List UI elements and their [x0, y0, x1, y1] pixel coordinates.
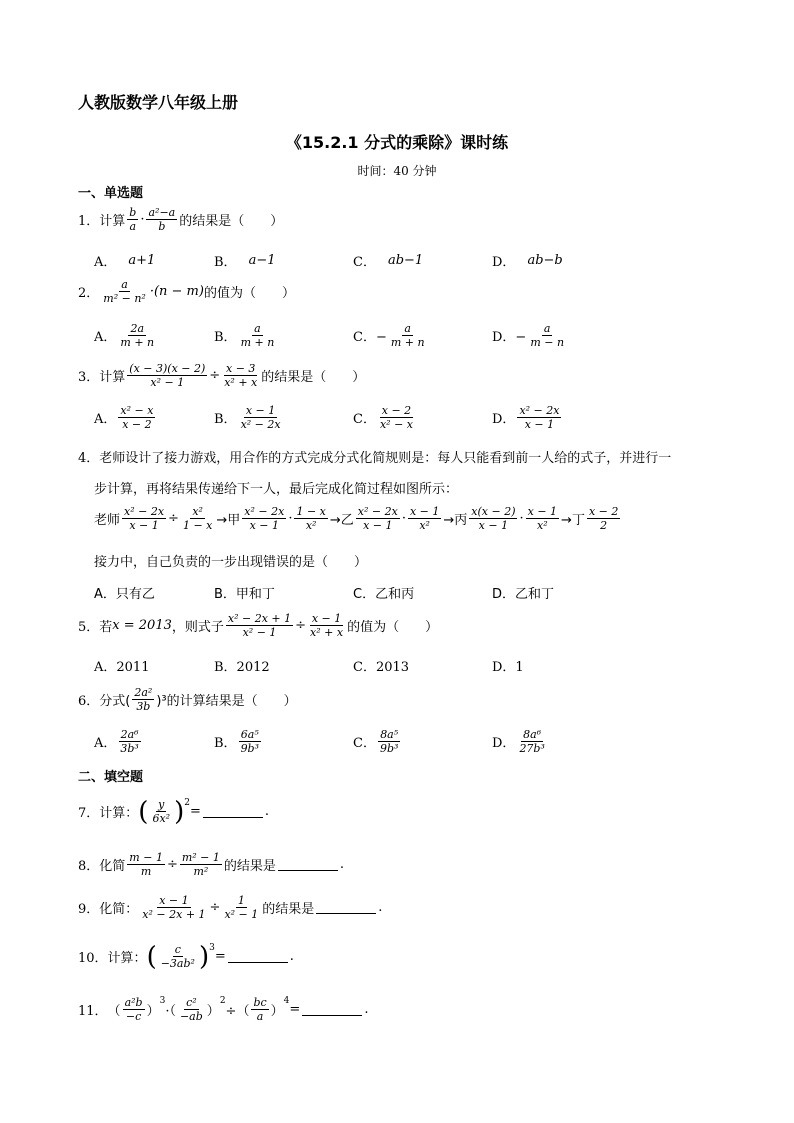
- q4-option-b[interactable]: B．甲和丁: [214, 587, 275, 602]
- question-9: 9． 化简： $\frac{x - 1}{\text{x² − 2x + 1}}$ ÷ $\frac{1}{\text{x² − 1}}$ 的结果是 .: [78, 894, 383, 921]
- question-11: 11． （ $\frac{\text{a²b}}{-c}$ ） 3 ·（ $\frac{\text{c²}}{-ab}$ ） 2 ÷（ $\frac{bc}{a}$ ） 4 = .: [78, 995, 369, 1023]
- question-6: 6． 分式( $\frac{\text{2a²}}{3b}$ )³的计算结果是（ ）: [78, 686, 297, 713]
- q2-option-d[interactable]: D．− $\frac{a}{m - n}$: [492, 322, 565, 349]
- q5-option-a[interactable]: A．2011: [94, 660, 150, 675]
- q1-option-a[interactable]: A． a+1: [94, 253, 156, 270]
- q5-option-d[interactable]: D．1: [492, 660, 524, 675]
- q2-option-b[interactable]: B． $\frac{a}{m + n}$: [214, 322, 275, 349]
- q4-option-a[interactable]: A．只有乙: [94, 587, 155, 602]
- question-4-relay-chain: 老师 $\frac{\text{x² − 2x}}{x - 1}$ ÷ $\frac{\text{x²}}{1 - x}$ →甲 $\frac{\text{x² − 2x}}{x - 1}$ · $\frac{1 - x}{\text{x²}}$ →乙 $\frac{\text{x² − 2x}}{x - 1}$ · $\frac{x - 1}{\text{x²}}$ →丙 $\frac{x(x - 2)}{x - 1}$ · $\frac{x - 1}{\text{x²}}$ →丁 $\frac{x - 2}{2}$: [94, 505, 619, 532]
- q2-option-a[interactable]: A． $\frac{2a}{m + n}$: [94, 322, 155, 349]
- q2-option-c[interactable]: C．− $\frac{a}{m + n}$: [353, 322, 425, 349]
- question-1: 1． 计算 $\frac{b}{a}$ · $\frac{\text{a²−a}}{b}$ 的结果是（ ）: [78, 206, 284, 233]
- q1-option-d[interactable]: D． ab−b: [492, 253, 563, 270]
- q8-answer-blank[interactable]: [278, 858, 338, 871]
- q5-option-b[interactable]: B．2012: [214, 660, 270, 675]
- question-8: 8． 化简 $\frac{m - 1}{m}$ ÷ $\frac{\text{m² − 1}}{\text{m²}}$ 的结果是 .: [78, 851, 345, 878]
- q4-option-c[interactable]: C．乙和丙: [353, 587, 415, 602]
- q6-option-c[interactable]: C． $\frac{\text{8a⁵}}{\text{9b³}}$: [353, 728, 399, 755]
- q3-option-c[interactable]: C． $\frac{x - 2}{\text{x² − x}}$: [353, 404, 413, 431]
- q7-answer-blank[interactable]: [203, 805, 263, 818]
- q6-option-b[interactable]: B． $\frac{\text{6a⁵}}{\text{9b³}}$: [214, 728, 260, 755]
- question-4-line-2: 步计算，再将结果传递给下一人，最后完成化简过程如图所示：: [94, 482, 459, 497]
- q3-option-b[interactable]: B． $\frac{x - 1}{\text{x² − 2x}}$: [214, 404, 281, 431]
- q5-option-c[interactable]: C．2013: [353, 660, 410, 675]
- q9-answer-blank[interactable]: [316, 901, 376, 914]
- question-10: 10． 计算： ( $\frac{c}{\text{−3ab²}}$ ) 3 = .: [78, 941, 294, 972]
- q1-option-b[interactable]: B． a−1: [214, 253, 276, 270]
- question-5: 5． 若 x = 2013 ，则式子 $\frac{\text{x² − 2x + 1}}{\text{x² − 1}}$ ÷ $\frac{x - 1}{\text{x² + x}}$ 的值为（ ）: [78, 612, 439, 639]
- question-3: 3． 计算 $\frac{(x - 3)(x - 2)}{\text{x² − 1}}$ ÷ $\frac{x - 3}{\text{x² + x}}$ 的结果是（ ）: [78, 362, 366, 389]
- q11-answer-blank[interactable]: [302, 1003, 362, 1016]
- question-2: 2． $\frac{a}{\text{m² − n²}}$ ·(n − m) 的值为（ ）: [78, 278, 295, 305]
- q6-option-a[interactable]: A． $\frac{\text{2a⁶}}{\text{3b³}}$: [94, 728, 139, 755]
- q3-option-a[interactable]: A． $\frac{\text{x² − x}}{x - 2}$: [94, 404, 154, 431]
- section-single-choice: 一、单选题: [78, 186, 144, 201]
- question-7: 7． 计算： ( $\frac{y}{\text{6x²}}$ ) 2 = .: [78, 796, 270, 827]
- question-4-line-4: 接力中，自己负责的一步出现错误的是（ ）: [94, 555, 368, 570]
- series-heading: 人教版数学八年级上册: [78, 93, 239, 112]
- q1-option-c[interactable]: C． ab−1: [353, 253, 424, 270]
- time-limit: 时间：40 分钟: [357, 164, 437, 178]
- section-fill-blank: 二、填空题: [78, 770, 144, 785]
- page-title: 《15.2.1 分式的乘除》课时练: [285, 133, 509, 152]
- question-4-line-1: 4． 老师设计了接力游戏，用合作的方式完成分式化简规则是：每人只能看到前一人给的式子，并进行一: [78, 451, 672, 466]
- q10-answer-blank[interactable]: [228, 950, 288, 963]
- q6-option-d[interactable]: D． $\frac{\text{8a⁶}}{\text{27b³}}$: [492, 728, 545, 755]
- q4-option-d[interactable]: D．乙和丁: [492, 587, 555, 602]
- q3-option-d[interactable]: D． $\frac{\text{x² − 2x}}{x - 1}$: [492, 404, 560, 431]
